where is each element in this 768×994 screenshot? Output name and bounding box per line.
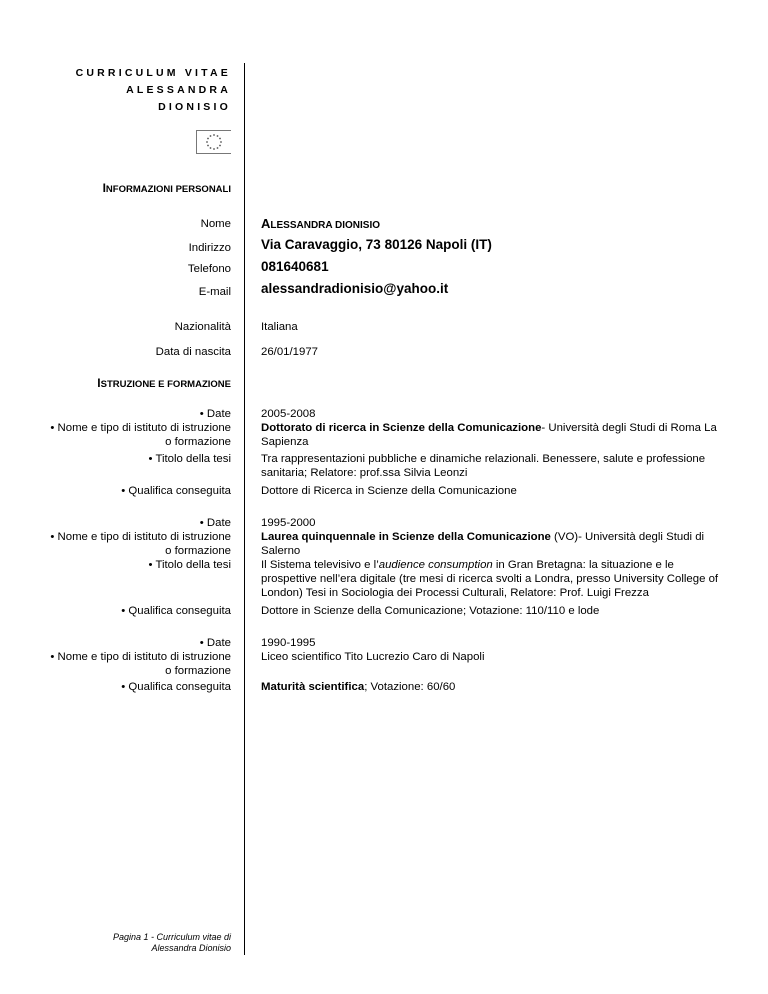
cv-name-line2: DIONISIO [158, 101, 231, 113]
edu1-institute-label: • Nome e tipo di istituto di istruzione o formazione [50, 422, 231, 448]
email-value: alessandradionisio@yahoo.it [261, 281, 449, 296]
cv-title: CURRICULUM VITAE [75, 67, 231, 79]
edu1-institute: Dottorato di ricerca in Scienze della Comunicazione- Università degli Studi di Roma La Sapienza [261, 422, 717, 448]
edu2-date: 1995-2000 [261, 517, 316, 529]
page-footer: Pagina 1 - Curriculum vitae di Alessandra Dionisio [112, 932, 231, 953]
email-label: E-mail [198, 286, 231, 298]
birthdate-value: 26/01/1977 [261, 346, 319, 358]
edu1-thesis: Tra rappresentazioni pubbliche e dinamiche relazionali. Benessere, salute e professione sanitaria; Relatore: prof.ssa Silvia Leonzi [261, 453, 706, 479]
edu1-qualification: Dottore di Ricerca in Scienze della Comunicazione [261, 485, 517, 497]
edu2-thesis-label: • Titolo della tesi [148, 559, 231, 571]
edu1-qualification-label: • Qualifica conseguita [121, 485, 231, 497]
edu2-qualification-label: • Qualifica conseguita [121, 605, 231, 617]
section-personal-info: INFORMAZIONI PERSONALI [102, 181, 231, 195]
section-education: ISTRUZIONE E FORMAZIONE [97, 376, 231, 390]
phone-value: 081640681 [261, 259, 329, 274]
eu-flag-icon [196, 130, 231, 154]
edu1-date: 2005-2008 [261, 408, 316, 420]
vertical-divider [244, 63, 245, 955]
edu3-institute-label: • Nome e tipo di istituto di istruzione o formazione [50, 651, 231, 677]
address-value: Via Caravaggio, 73 80126 Napoli (IT) [261, 237, 492, 252]
nationality-value: Italiana [261, 321, 298, 333]
edu3-date: 1990-1995 [261, 637, 316, 649]
edu2-institute: Laurea quinquennale in Scienze della Comunicazione (VO)- Università degli Studi di Salerno [261, 531, 705, 557]
edu2-institute-label: • Nome e tipo di istituto di istruzione o formazione [50, 531, 231, 557]
edu2-date-label: • Date [199, 517, 231, 529]
address-label: Indirizzo [188, 242, 231, 254]
phone-label: Telefono [187, 263, 231, 275]
edu3-institute: Liceo scientifico Tito Lucrezio Caro di Napoli [261, 651, 485, 663]
edu1-date-label: • Date [199, 408, 231, 420]
birthdate-label: Data di nascita [155, 346, 231, 358]
cv-name-line1: ALESSANDRA [126, 84, 231, 96]
edu2-thesis: Il Sistema televisivo e l’audience consumption in Gran Bretagna: la situazione e le prospettive nell’era digitale (tre mesi di ricerca svolti a Londra, presso University College of London) Tesi in Sociologia dei Processi Culturali, Relatore: Prof. Luigi Frezza [261, 559, 719, 599]
name-value: ALESSANDRA DIONISIO [261, 216, 381, 231]
name-label: Nome [200, 218, 231, 230]
edu2-qualification: Dottore in Scienze della Comunicazione; Votazione: 110/110 e lode [261, 605, 600, 617]
edu1-thesis-label: • Titolo della tesi [148, 453, 231, 465]
edu3-qualification-label: • Qualifica conseguita [121, 681, 231, 693]
edu3-qualification: Maturità scientifica; Votazione: 60/60 [261, 681, 456, 693]
nationality-label: Nazionalità [174, 321, 231, 333]
edu3-date-label: • Date [199, 637, 231, 649]
